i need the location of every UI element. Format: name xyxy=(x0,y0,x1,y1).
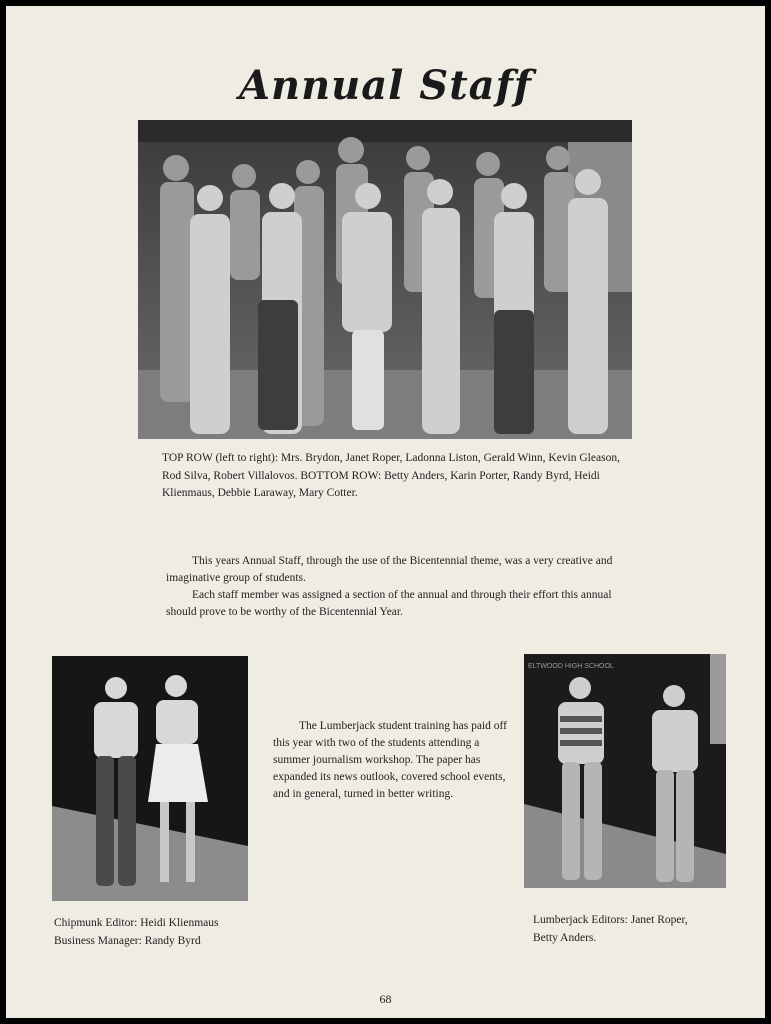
left-caption-line-2: Business Manager: Randy Byrd xyxy=(54,934,201,947)
intro-paragraph-2: Each staff member was assigned a section of the annual and through their effort this annual should prove to be worthy of the Bicentennial Year. xyxy=(166,589,612,618)
intro-text xyxy=(166,553,640,621)
intro-paragraph-1: This years Annual Staff, through the use of the Bicentennial theme, was a very creative and imaginative group of students. xyxy=(166,555,613,584)
page-number: 68 xyxy=(379,992,392,1006)
left-photo-caption xyxy=(54,915,294,950)
right-caption-line-2: Betty Anders. xyxy=(533,931,597,944)
right-photo xyxy=(524,654,726,888)
left-caption-line-1: Chipmunk Editor: Heidi Klienmaus xyxy=(54,917,219,929)
right-photo-caption xyxy=(533,912,753,947)
page-title: Annual Staff xyxy=(238,62,532,109)
yearbook-page xyxy=(6,6,765,1018)
right-photo-image xyxy=(524,654,726,888)
school-sign-text: ELTWOOD HIGH SCHOOL xyxy=(528,663,614,670)
lumberjack-text: The Lumberjack student training has paid off this year with two of the students attending a summer journalism workshop. The paper has expanded its news outlook, covered school events, and in general, turned in better writing. xyxy=(273,720,508,800)
left-photo-image xyxy=(52,656,248,901)
group-photo-caption: TOP ROW (left to right): Mrs. Brydon, Janet Roper, Ladonna Liston, Gerald Winn, Kevin Gleason, Rod Silva, Robert Villalovos. BOTTOM ROW: Betty Anders, Karin Porter, Randy Byrd, Heidi Klienmaus, Debbie Laraway, Mary Cotter. xyxy=(162,452,620,499)
left-photo xyxy=(52,656,248,901)
right-caption-line-1: Lumberjack Editors: Janet Roper, xyxy=(533,914,688,926)
group-photo-image xyxy=(138,120,632,439)
group-photo xyxy=(138,120,632,439)
